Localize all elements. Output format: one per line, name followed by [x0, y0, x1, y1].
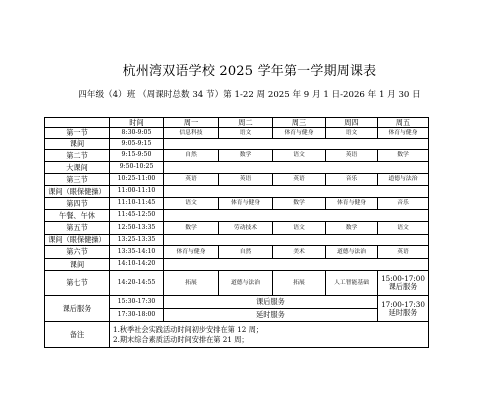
subject-cell: 英语 [273, 174, 326, 186]
notes-cell [110, 322, 429, 348]
header-thu: 周四 [326, 118, 378, 128]
subject-cell: 劳动技术 [219, 222, 273, 235]
break-label: 午餐、午休 [45, 210, 110, 222]
break-span [164, 162, 429, 174]
table-row [45, 322, 429, 348]
subject-cell: 体育与健身 [378, 128, 429, 139]
subject-cell: 拓展 [273, 271, 326, 296]
subject-cell: 数学 [273, 198, 326, 210]
break-time: 11:00-11:10 [110, 186, 164, 198]
subject-cell: 拓展 [164, 271, 219, 296]
break-label: 课间（眼保健操） [45, 186, 110, 198]
friday-after-school-cell: 15:00-17:00 课后服务 [378, 271, 429, 296]
break-time: 9:50-10:25 [110, 162, 164, 174]
subject-cell: 体育与健身 [326, 198, 378, 210]
subject-cell: 语文 [273, 150, 326, 162]
header-fri: 周五 [378, 118, 429, 128]
subject-cell: 信息科技 [164, 128, 219, 139]
page-title: 杭州湾双语学校 2025 学年第一学期周课表 [122, 64, 377, 79]
period-label: 第六节 [45, 246, 110, 259]
subject-cell: 体育与健身 [273, 128, 326, 139]
header-corner [45, 118, 110, 128]
subject-cell: 英语 [219, 174, 273, 186]
subject-cell: 数学 [219, 150, 273, 162]
subject-cell: 数学 [326, 222, 378, 235]
table-row [45, 186, 429, 198]
table-row [45, 259, 429, 271]
subject-cell: 音乐 [378, 198, 429, 210]
table-row [45, 150, 429, 162]
subject-cell: 音乐 [326, 174, 378, 186]
note-line: 2.期末综合素质活动时间安排在第 21 周； [113, 334, 249, 344]
subject-cell: 数学 [378, 150, 429, 162]
after-school-text: 课后服务 [164, 296, 378, 309]
period-time: 11:10-11:45 [110, 198, 164, 210]
note-line: 1.秋季社会实践活动时间初步安排在第 12 周； [113, 324, 263, 334]
period-time: 9:15-9:50 [110, 150, 164, 162]
header-wed: 周三 [273, 118, 326, 128]
break-label: 课间 [45, 139, 110, 150]
after-school-label: 课后服务 [45, 296, 110, 322]
table-row [45, 210, 429, 222]
header-mon: 周一 [164, 118, 219, 128]
subject-cell: 英语 [326, 150, 378, 162]
break-time: 11:45-12:50 [110, 210, 164, 222]
subject-cell: 语文 [219, 128, 273, 139]
break-span [164, 259, 429, 271]
break-time: 14:10-14:20 [110, 259, 164, 271]
subject-cell: 自然 [164, 150, 219, 162]
table-row [45, 198, 429, 210]
after-school-time: 15:30-17:30 [110, 296, 164, 309]
period-label: 第五节 [45, 222, 110, 235]
subject-cell: 体育与健身 [164, 246, 219, 259]
subject-cell: 道德与法治 [219, 271, 273, 296]
header-time: 时间 [110, 118, 164, 128]
period-time: 8:30-9:05 [110, 128, 164, 139]
subject-cell: 语文 [326, 128, 378, 139]
page-subtitle: 四年级（4）班 （周课时总数 34 节）第 1-22 周 2025 年 9 月 1 日-2026 年 1 月 30 日 [78, 90, 421, 100]
subject-cell: 语文 [164, 198, 219, 210]
break-span [164, 139, 429, 150]
header-tue: 周二 [219, 118, 273, 128]
subject-cell: 道德与法治 [326, 246, 378, 259]
after-school-text: 延时服务 [164, 309, 378, 322]
table-row [45, 271, 429, 296]
break-label: 课间（眼保健操） [45, 235, 110, 246]
break-span [164, 235, 429, 246]
subject-cell: 英语 [164, 174, 219, 186]
friday-extended-cell: 17:00-17:30 延时服务 [378, 296, 429, 322]
subject-cell: 体育与健身 [219, 198, 273, 210]
break-label: 课间 [45, 259, 110, 271]
period-time: 14:20-14:55 [110, 271, 164, 296]
subject-cell: 道德与法治 [378, 174, 429, 186]
subject-cell: 语文 [273, 222, 326, 235]
header-row [45, 118, 429, 128]
subject-cell: 人工智能基础 [326, 271, 378, 296]
break-span [164, 186, 429, 198]
subject-cell: 自然 [219, 246, 273, 259]
table-row [45, 246, 429, 259]
after-school-time: 17:30-18:00 [110, 309, 164, 322]
table-row [45, 139, 429, 150]
table-row [45, 162, 429, 174]
period-label: 第二节 [45, 150, 110, 162]
break-span [164, 210, 429, 222]
break-time: 13:25-13:35 [110, 235, 164, 246]
period-time: 13:35-14:10 [110, 246, 164, 259]
subject-cell: 英语 [378, 246, 429, 259]
subject-cell: 语文 [378, 222, 429, 235]
notes-label: 备注 [45, 322, 110, 348]
period-label: 第四节 [45, 198, 110, 210]
table-row [45, 174, 429, 186]
period-label: 第一节 [45, 128, 110, 139]
table-row [45, 235, 429, 246]
period-time: 12:50-13:35 [110, 222, 164, 235]
subject-cell: 数学 [164, 222, 219, 235]
break-label: 大课间 [45, 162, 110, 174]
period-time: 10:25-11:00 [110, 174, 164, 186]
table-row [45, 296, 429, 309]
break-time: 9:05-9:15 [110, 139, 164, 150]
subject-cell: 美术 [273, 246, 326, 259]
timetable [44, 117, 429, 348]
period-label: 第七节 [45, 271, 110, 296]
table-row [45, 128, 429, 139]
table-row [45, 222, 429, 235]
period-label: 第三节 [45, 174, 110, 186]
